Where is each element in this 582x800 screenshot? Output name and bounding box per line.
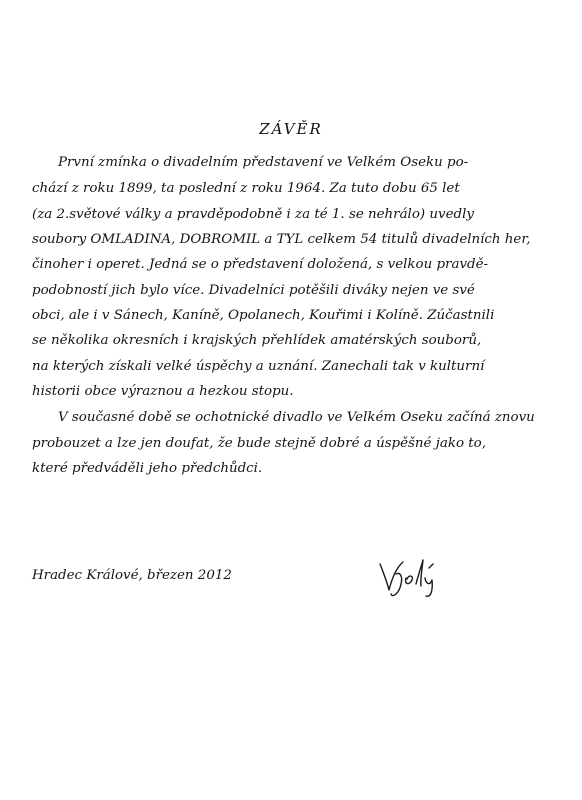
paragraph-line: se několika okresních i krajských přehlídek amatérských souborů, [32,333,482,348]
paragraph-line: které předváděli jeho předchůdci. [32,461,263,476]
paragraph-line: V současné době se ochotnické divadlo ve Velkém Oseku začíná znovu [58,410,535,425]
paragraph-line: soubory OMLADINA, DOBROMIL a TYL celkem 54 titulů divadelních her, [32,232,531,247]
handwritten-signature-icon [376,554,456,602]
paragraph-line: (za 2.světové války a pravděpodobně i za té 1. se nehrálo) uvedly [32,207,474,222]
paragraph-line: obci, ale i v Sánech, Kaníně, Opolanech, Kouřimi i Kolíně. Zúčastnili [32,308,495,323]
page-title: ZÁVĚR [259,120,323,138]
paragraph-line: První zmínka o divadelním představení ve Velkém Oseku po- [58,155,469,170]
paragraph-line: historii obce výraznou a hezkou stopu. [32,384,294,399]
paragraph-line: podobností jich bylo více. Divadelníci potěšili diváky nejen ve své [32,283,475,298]
paragraph-line: chází z roku 1899, ta poslední z roku 1964. Za tuto dobu 65 let [32,181,460,196]
place-and-date: Hradec Králové, březen 2012 [32,568,232,583]
paragraph-line: probouzet a lze jen doufat, že bude stejně dobré a úspěšné jako to, [32,436,487,451]
paragraph-line: činoher i operet. Jedná se o představení doložená, s velkou pravdě- [32,257,489,272]
paragraph-line: na kterých získali velké úspěchy a uznání. Zanechali tak v kulturní [32,359,485,374]
